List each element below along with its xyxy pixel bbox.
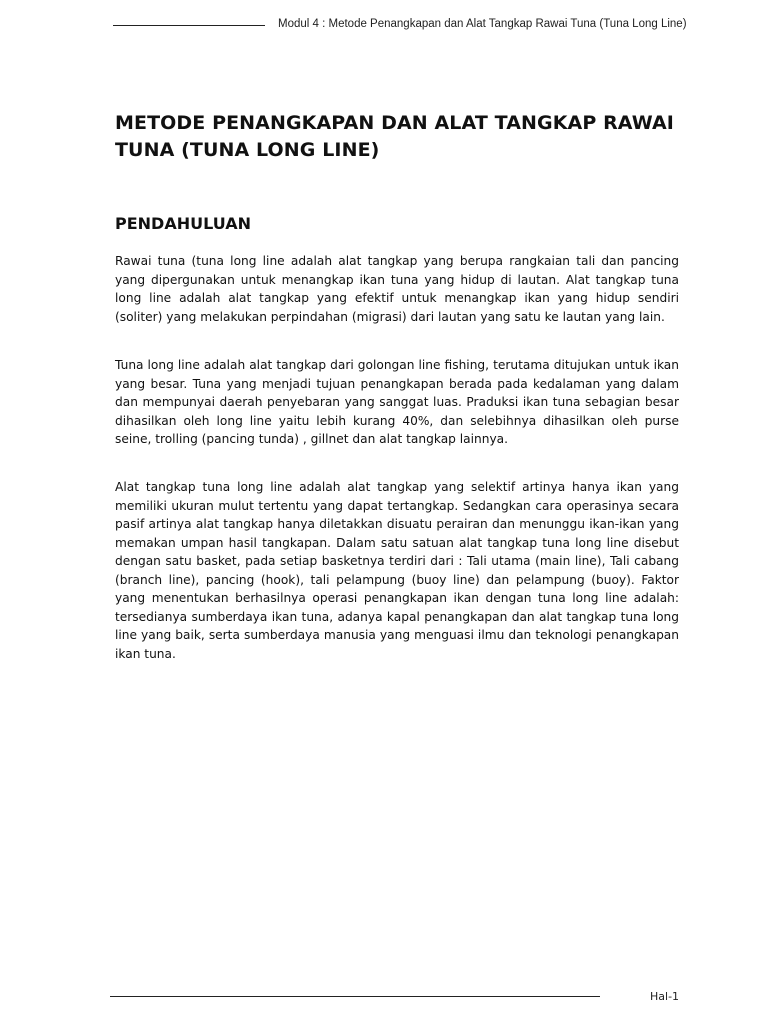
- paragraph-intro: Rawai tuna (tuna long line adalah alat tangkap yang berupa rangkaian tali dan pancing yang dipergunakan untuk menangkap ikan tuna yang hidup di lautan. Alat tangkap tuna long line adalah alat tangkap yang efektif untuk menangkap ikan yang hidup sendiri (soliter) yang melakukan perpindahan (migrasi) dari lautan yang satu ke lautan yang lain.: [115, 254, 679, 324]
- page-number: Hal-1: [650, 990, 680, 1003]
- paragraph-tuna-long-line: Tuna long line adalah alat tangkap dari golongan line fishing, terutama ditujukan untuk ikan yang besar. Tuna yang menjadi tujuan penangkapan berada pada kedalaman yang dalam dan mempunyai daerah penyebaran yang sanggat luas. Praduksi ikan tuna sebagian besar dihasilkan oleh long line yaitu lebih kurang 40%, dan selebihnya dihasilkan oleh purse seine, trolling (pancing tunda) , gillnet dan alat tangkap lainnya.: [115, 358, 679, 446]
- document-title: METODE PENANGKAPAN DAN ALAT TANGKAP RAWAI TUNA (TUNA LONG LINE): [115, 112, 674, 161]
- footer-rule: [110, 996, 600, 997]
- section-heading: PENDAHULUAN: [115, 214, 251, 233]
- paragraph-alat-tangkap: Alat tangkap tuna long line adalah alat tangkap yang selektif artinya hanya ikan yang memiliki ukuran mulut tertentu yang dapat tertangkap. Sedangkan cara operasinya secara pasif artinya alat tangkap hanya diletakkan disuatu perairan dan menunggu ikan-ikan yang memakan umpan hasil tangkapan. Dalam satu satuan alat tangkap tuna long line disebut dengan satu basket, pada setiap basketnya terdiri dari : Tali utama (main line), Tali cabang (branch line), pancing (hook), tali pelampung (buoy line) dan pelampung (buoy). Faktor yang menentukan berhasilnya operasi penangkapan ikan dengan tuna long line adalah: tersedianya sumberdaya ikan tuna, adanya kapal penangkapan dan alat tangkap tuna long line yang baik, serta sumberdaya manusia yang menguasi ilmu dan teknologi penangkapan ikan tuna.: [115, 480, 679, 661]
- running-header: Modul 4 : Metode Penangkapan dan Alat Tangkap Rawai Tuna (Tuna Long Line): [278, 18, 687, 30]
- header-rule: [113, 25, 265, 26]
